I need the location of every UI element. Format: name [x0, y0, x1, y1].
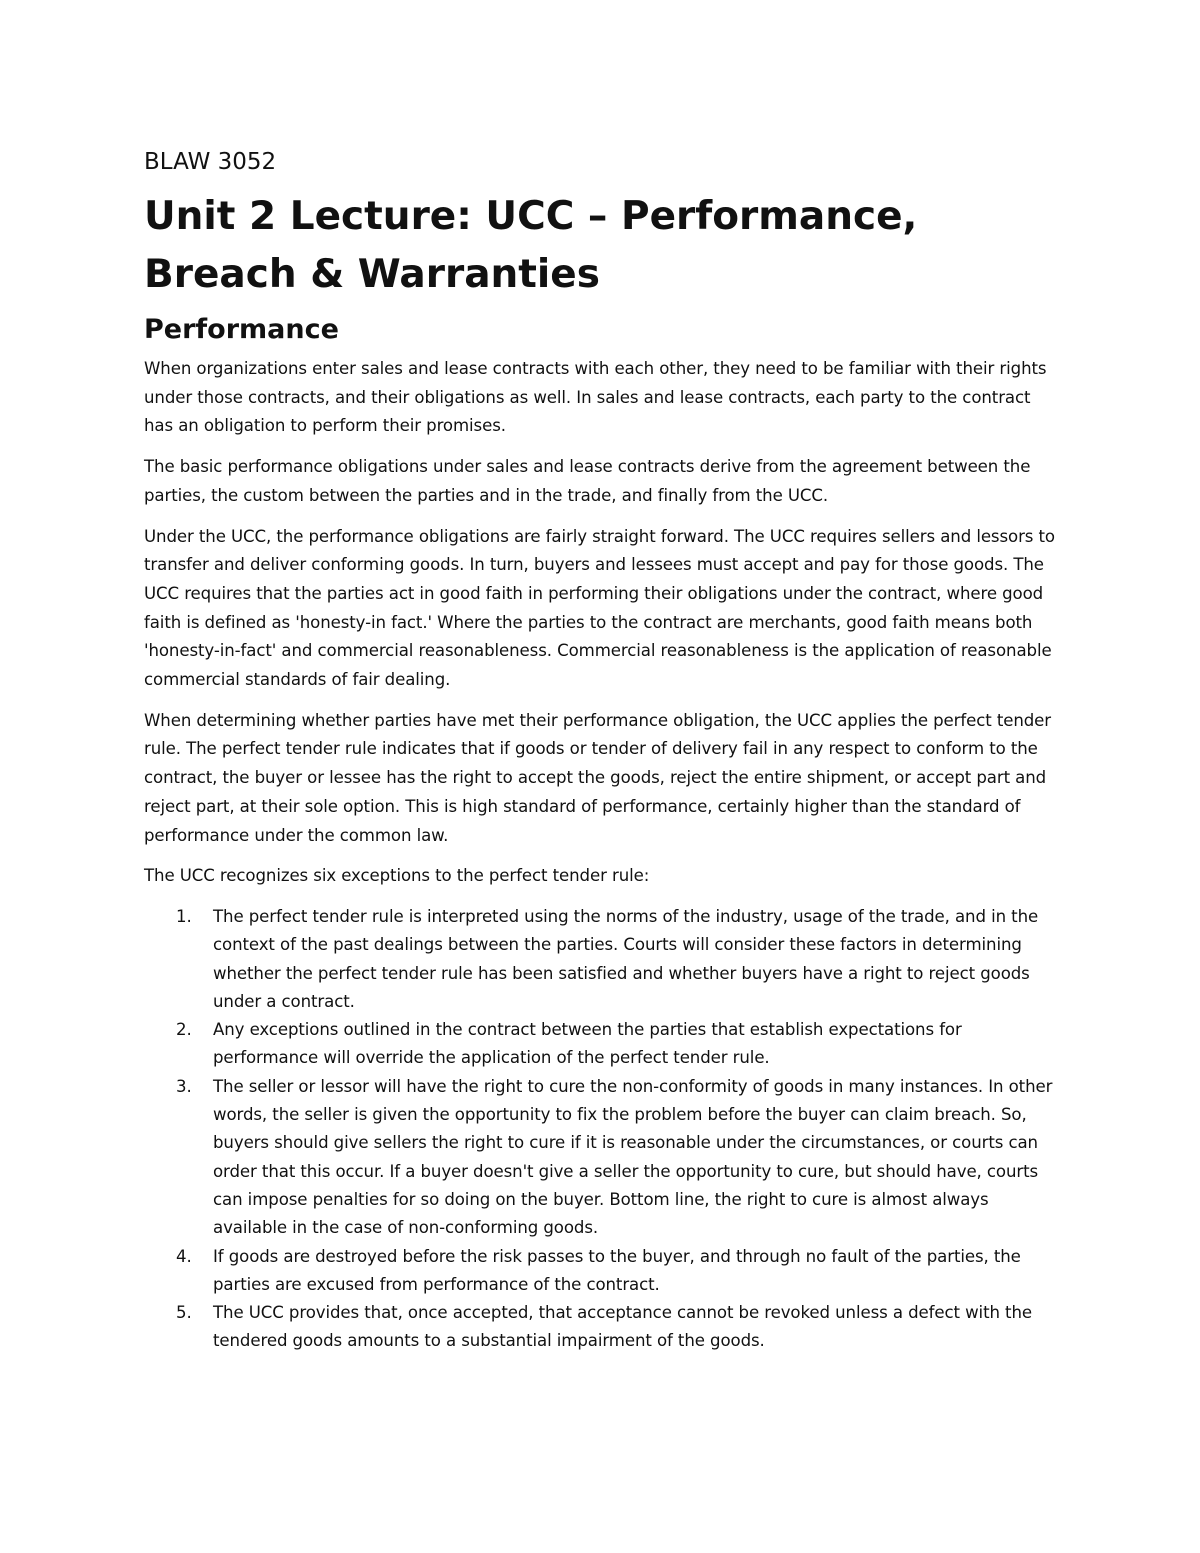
exceptions-list	[144, 903, 1064, 1356]
list-item-number: 3.	[176, 1076, 192, 1096]
paragraph-exceptions-intro: The UCC recognizes six exceptions to the perfect tender rule:	[144, 866, 650, 886]
list-item	[144, 1243, 1064, 1300]
list-item	[144, 903, 1064, 1016]
list-item-text: The UCC provides that, once accepted, that acceptance cannot be revoked unless a defect with the tendered goods amounts to a substantial impairment of the goods.	[213, 1303, 1032, 1351]
paragraph-intro: When organizations enter sales and lease contracts with each other, they need to be familiar with their rights under those contracts, and their obligations as well. In sales and lease contracts, each party to the contract has an obligation to perform their promises.	[144, 359, 1047, 436]
list-item-text: The seller or lessor will have the right to cure the non-conformity of goods in many instances. In other words, the seller is given the opportunity to fix the problem before the buyer can claim breach. So, buyers should give sellers the right to cure if it is reasonable under the circumstances, or courts can order that this occur. If a buyer doesn't give a seller the opportunity to cure, but should have, courts can impose penalties for so doing on the buyer. Bottom line, the right to cure is almost always available in the case of non-conforming goods.	[213, 1076, 1053, 1238]
paragraph-obligations-source: The basic performance obligations under sales and lease contracts derive from the agreement between the parties, the custom between the parties and in the trade, and finally from the UCC.	[144, 457, 1031, 505]
list-item-text: Any exceptions outlined in the contract between the parties that establish expectations for performance will override the application of the perfect tender rule.	[213, 1020, 962, 1068]
list-item-text: The perfect tender rule is interpreted using the norms of the industry, usage of the trade, and in the context of the past dealings between the parties. Courts will consider these factors in determining whether the perfect tender rule has been satisfied and whether buyers have a right to reject goods under a contract.	[213, 906, 1039, 1011]
list-item-number: 1.	[176, 906, 192, 926]
list-item-number: 4.	[176, 1246, 192, 1266]
list-item	[144, 1299, 1064, 1356]
list-item	[144, 1016, 1064, 1073]
list-item-number: 2.	[176, 1020, 192, 1040]
paragraph-perfect-tender: When determining whether parties have met their performance obligation, the UCC applies the perfect tender rule. The perfect tender rule indicates that if goods or tender of delivery fail in any respect to conform to the contract, the buyer or lessee has the right to accept the goods, reject the entire shipment, or accept part and reject part, at their sole option. This is high standard of performance, certainly higher than the standard of performance under the common law.	[144, 710, 1052, 845]
paragraph-good-faith: Under the UCC, the performance obligations are fairly straight forward. The UCC requires sellers and lessors to transfer and deliver conforming goods. In turn, buyers and lessees must accept and pay for those goods. The UCC requires that the parties act in good faith in performing their obligations under the contract, where good faith is defined as 'honesty-in fact.' Where the parties to the contract are merchants, good faith means both 'honesty-in-fact' and commercial reasonableness. Commercial reasonableness is the application of reasonable commercial standards of fair dealing.	[144, 526, 1055, 690]
list-item	[144, 1073, 1064, 1243]
list-item-text: If goods are destroyed before the risk passes to the buyer, and through no fault of the parties, the parties are excused from performance of the contract.	[213, 1246, 1021, 1294]
section-heading-performance: Performance	[144, 314, 339, 345]
page-title: Unit 2 Lecture: UCC – Performance, Breach & Warranties	[144, 194, 918, 297]
list-item-number: 5.	[176, 1303, 192, 1323]
document-page	[144, 140, 1064, 1356]
course-code: BLAW 3052	[144, 149, 277, 175]
